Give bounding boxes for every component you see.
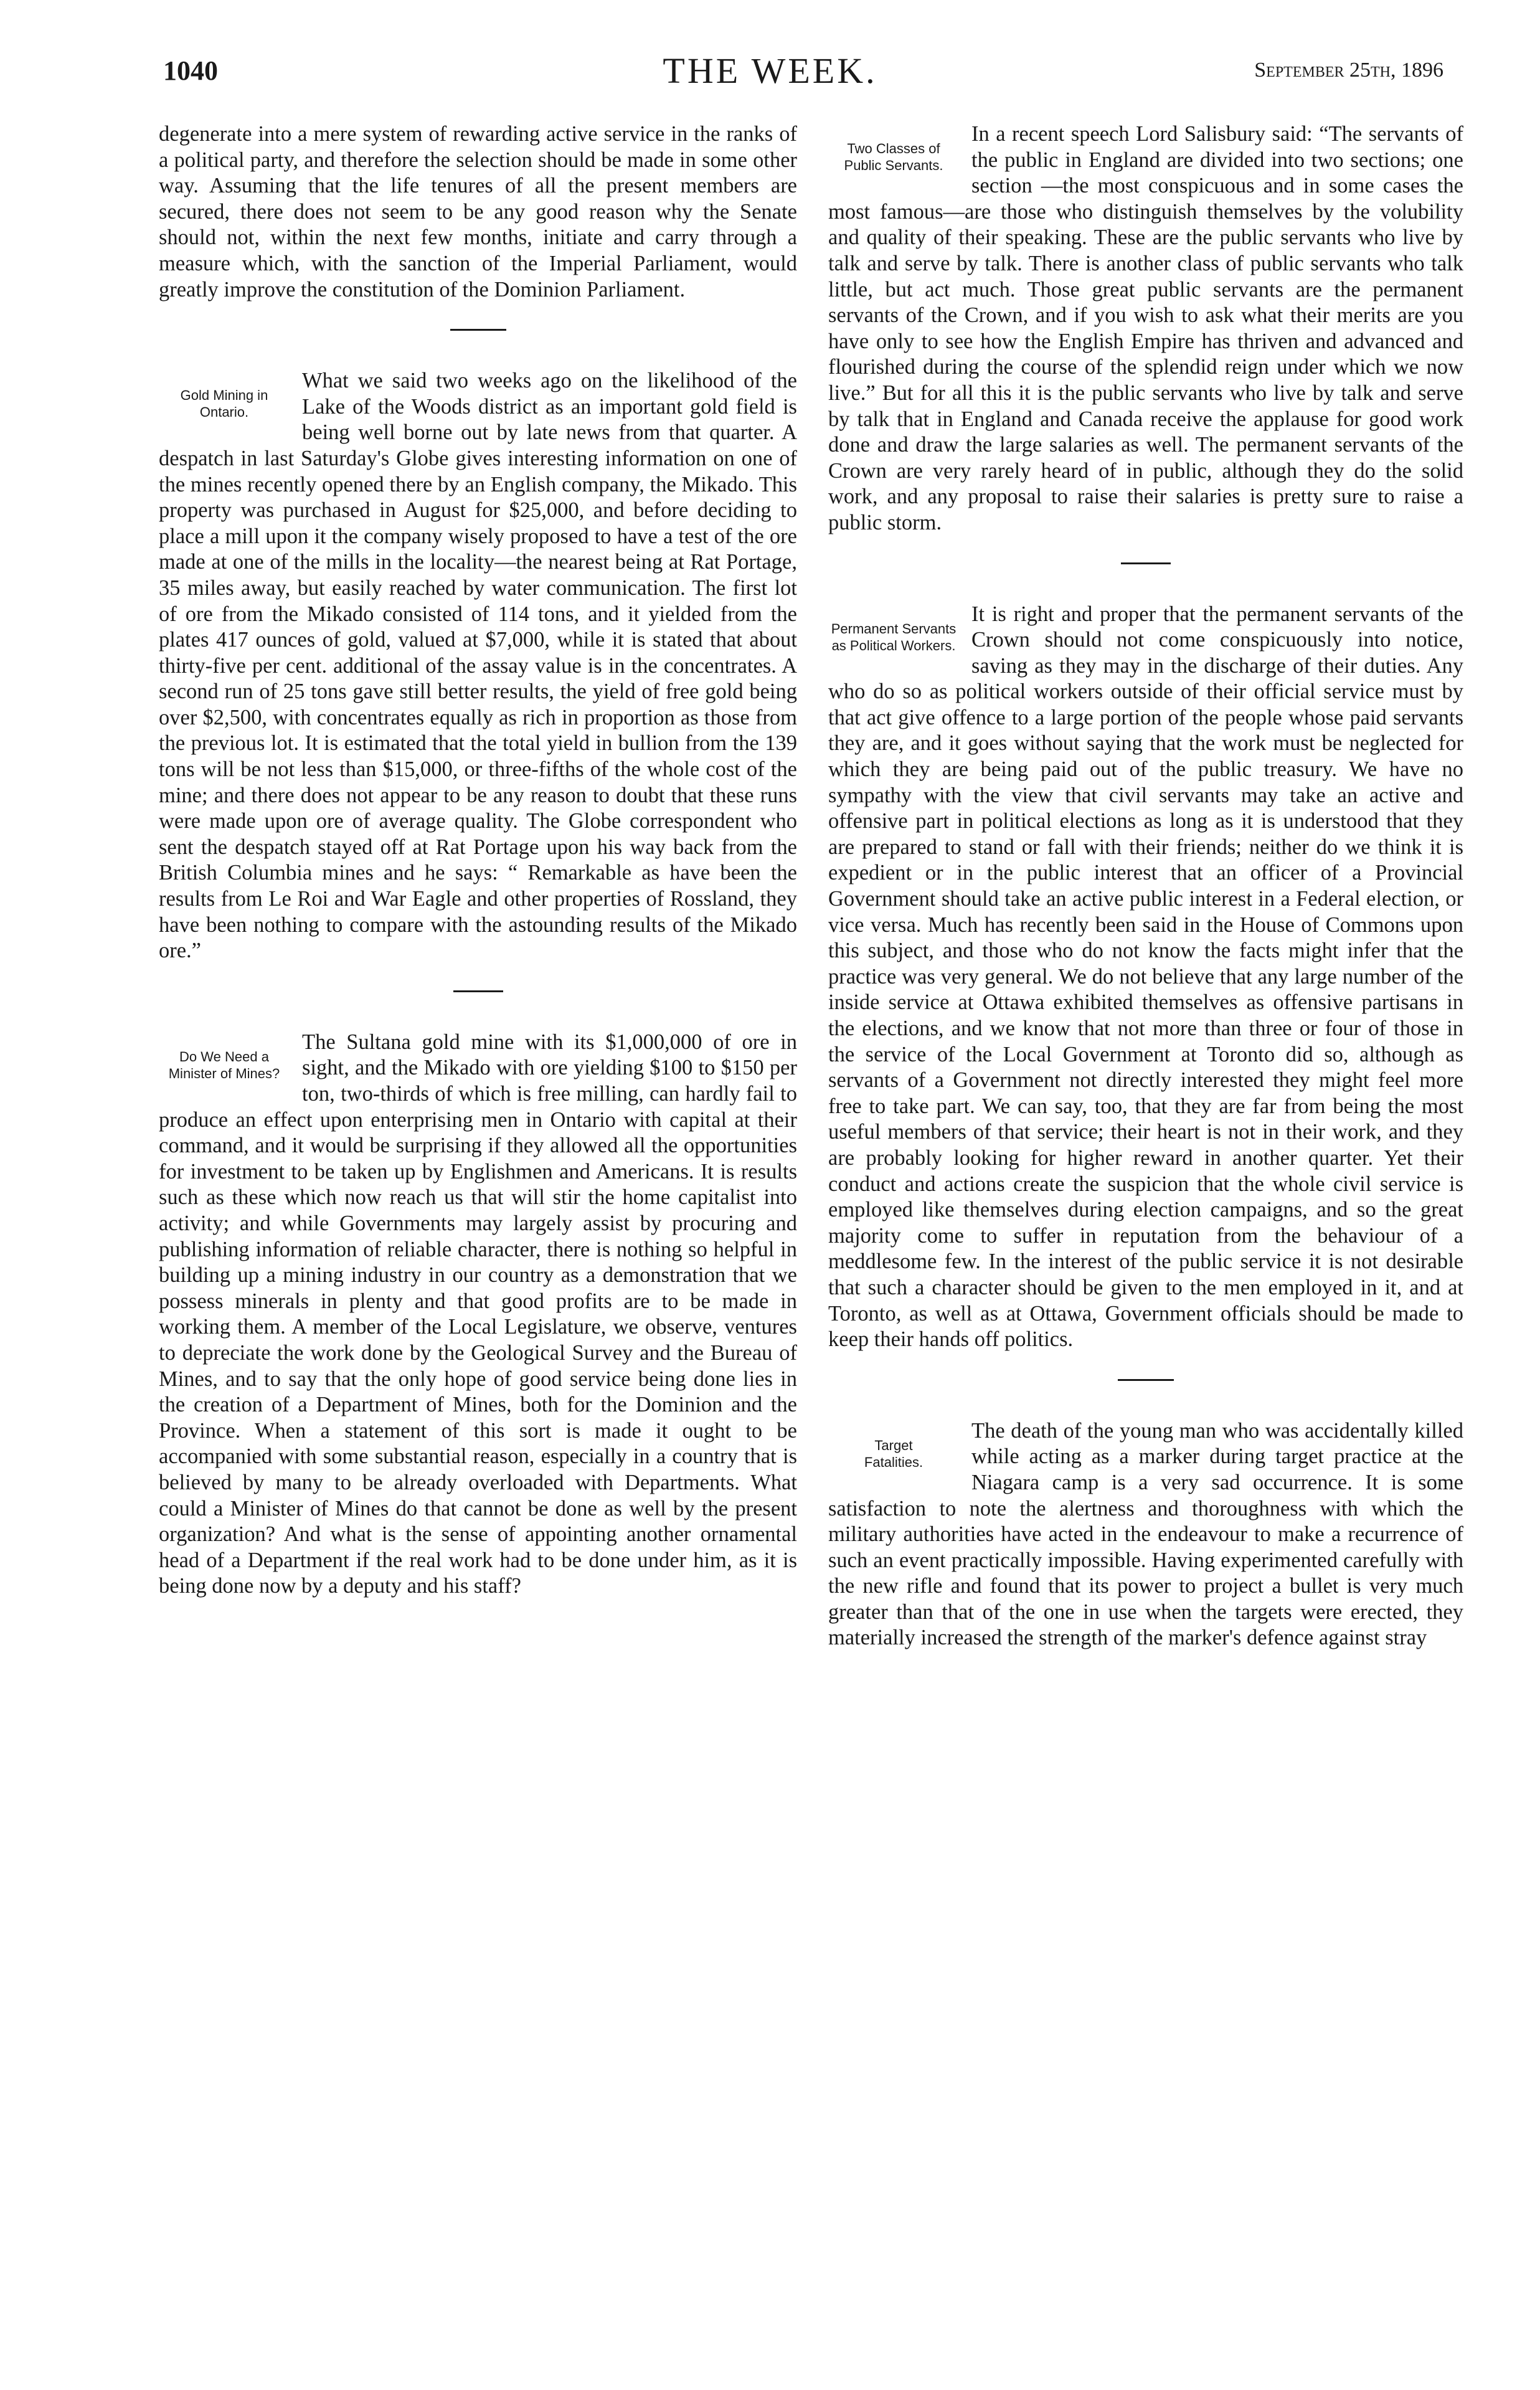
right-column [828, 121, 1463, 1651]
article-senate-continuation [159, 121, 797, 303]
side-heading [159, 1048, 290, 1082]
page-date: September 25th, 1896 [1254, 59, 1443, 82]
side-heading [828, 1437, 959, 1471]
side-heading-line: Gold Mining in [180, 387, 268, 404]
side-heading-line: Ontario. [199, 404, 249, 420]
side-heading [159, 387, 290, 420]
side-heading [828, 140, 959, 174]
side-heading-line: Minister of Mines? [168, 1065, 280, 1081]
page-header [0, 44, 1540, 100]
section-divider [1118, 1379, 1174, 1381]
section-divider [450, 329, 506, 331]
article-body: degenerate into a mere system of rewarding active service in the ranks of a political party, and therefore the selection should be made in some other way. Assuming that the life tenures of all the present members are secured, there does not seem to be any good reason why the Senate should not, within the next few months, initiate and carry through a measure which, with the sanction of the Imperial Parliament, would greatly improve the constitution of the Dominion Parliament. [159, 122, 797, 301]
side-heading [828, 620, 959, 654]
side-heading-line: Permanent Servants [831, 620, 957, 637]
article-permanent-servants-political [828, 602, 1463, 1353]
article-gold-mining-ontario [159, 368, 797, 964]
side-heading-line: Two Classes of [847, 141, 940, 156]
side-heading-line: Fatalities. [864, 1454, 924, 1470]
article-body: What we said two weeks ago on the likelihood of the Lake of the Woods district as an important gold field is being well borne out by late news from that quarter. A despatch in last Saturday's Globe gives interesting information on one of the mines recently opened there by an English company, the Mikado. This property was purchased in August for $25,000, and before deciding to place a mill upon it the company wisely proposed to have a test of the ore made at one of the mills in the locality—the nearest being at Rat Portage, 35 miles away, but easily reached by water communication. The first lot of ore from the Mikado consisted of 114 tons, and it yielded from the plates 417 ounces of gold, valued at $7,000, while it is stated that about thirty-five per cent. additional of the assay value is in the concentrates. A second run of 25 tons gave still better results, the yield of free gold being over $2,500, with concentrates equally as rich in proportion as those from the previous lot. It is estimated that the total yield in bullion from the 139 tons will be not less than $15,000, or three-fifths of the whole cost of the mine; and there does not appear to be any reason to doubt that these runs were made upon ore of average quality. The Globe correspondent who sent the despatch stayed off at Rat Portage upon his way back from the British Columbia mines and he says: “ Remarkable as have been the results from Le Roi and War Eagle and other properties of Rossland, they have been nothing to compare with the astounding results of the Mikado ore.” [159, 369, 797, 963]
article-target-fatalities [828, 1418, 1463, 1651]
side-heading-line: as Political Workers. [831, 637, 956, 653]
article-body: The Sultana gold mine with its $1,000,000 of ore in sight, and the Mikado with ore yielding $100 to $150 per ton, two-thirds of which is free milling, can hardly fail to produce an effect upon enterprising men in Ontario with capital at their command, and it would be surprising if they allowed all the opportunities for investment to be taken up by Englishmen and Americans. It is results such as these which now reach us that will stir the home capitalist into activity; and while Governments may largely assist by procuring and publishing information of reliable character, there is nothing so helpful in building up a mining industry in our country as a demonstration that we possess minerals in plenty and that good profits are to be made in working them. A member of the Local Legislature, we observe, ventures to depreciate the work done by the Geological Survey and the Bureau of Mines, and to say that the only hope of good service being done lies in the creation of a Department of Mines, both for the Dominion and the Province. When a statement of this sort is made it ought to be accompanied with some substantial reason, especially in a country that is believed by many to be already overloaded with Departments. What could a Minister of Mines do that cannot be done as well by the present organization? And what is the sense of appointing another ornamental head of a Department if the real work had to be done under him, as it is being done now by a deputy and his staff? [159, 1030, 797, 1598]
side-heading-line: Do We Need a [179, 1048, 269, 1065]
article-body: The death of the young man who was accidentally killed while acting as a marker during target practice at the Niagara camp is a very sad occurrence. It is some satisfaction to note the alertness and thoroughness with which the military authorities have acted in the endeavour to make a recurrence of such an event practically impossible. Having experimented carefully with the new rifle and found that its power to project a bullet is very much greater than that of the one in use when the targets were erected, they materially increased the strength of the marker's defence against stray [828, 1418, 1463, 1650]
page-number: 1040 [163, 55, 218, 86]
side-heading-line: Public Servants. [844, 158, 943, 173]
side-heading-line: Target [874, 1437, 913, 1453]
article-minister-of-mines [159, 1030, 797, 1600]
journal-title: THE WEEK. [663, 50, 877, 91]
section-divider [453, 990, 503, 992]
article-body: It is right and proper that the permanent servants of the Crown should not come conspicuously into notice, saving as they may in the discharge of their duties. Any who do so as political workers outside of their official service must by that act give offence to a large portion of the people whose paid servants they are, and it goes without saying that the work must be neglected for which they are being paid out of the public treasury. We have no sympathy with the view that civil servants may take an active and offensive part in political elections as long as it is understood that they are prepared to stand or fall with their friends; neither do we think it is expedient or in the public interest that an officer of a Provincial Government should take an active public interest in a Federal election, or vice versa. Much has recently been said in the House of Commons upon this subject, and those who do not know the facts might infer that the practice was very general. We do not believe that any large number of the inside service at Ottawa exhibited themselves as offensive partisans in the elections, and we know that not more than three or four of those in the service of the Local Government at Toronto did so, although as servants of a Government not directly interested they might feel more free to take part. We can say, too, that they are far from being the most useful members of that service; their heart is not in their work, and they are probably looking for higher reward in another quarter. Yet their conduct and actions create the suspicion that the whole civil service is employed like themselves during election campaigns, and so the great majority come to suffer in reputation from the behaviour of a meddlesome few. In the interest of the public service it is not desirable that such a character should be given to the men employed in it, and at Toronto, as well as at Ottawa, Government officials should be made to keep their hands off politics. [828, 602, 1463, 1352]
left-column [159, 121, 797, 1600]
section-divider [1121, 562, 1171, 564]
article-body: In a recent speech Lord Salisbury said: “The servants of the public in England are divided into two sections; one section —the most conspicuous and in some cases the most famous—are those who distinguish themselves by the volubility and quality of their speaking. These are the public servants who live by talk and serve by talk. There is another class of public servants who talk little, but act much. Those great public servants are the permanent servants of the Crown, and if you wish to ask what their merits are you have only to see how the English Empire has thriven and advanced and flourished during the course of the splendid reign under which we now live.” But for all this it is the public servants who live by talk and serve by talk that in England and Canada receive the applause for good work done and draw the large salaries as well. The permanent servants of the Crown are very rarely heard of in public, although they do the solid work, and any proposal to raise their salaries is pretty sure to raise a public storm. [828, 122, 1463, 534]
article-two-classes-public-servants [828, 121, 1463, 536]
